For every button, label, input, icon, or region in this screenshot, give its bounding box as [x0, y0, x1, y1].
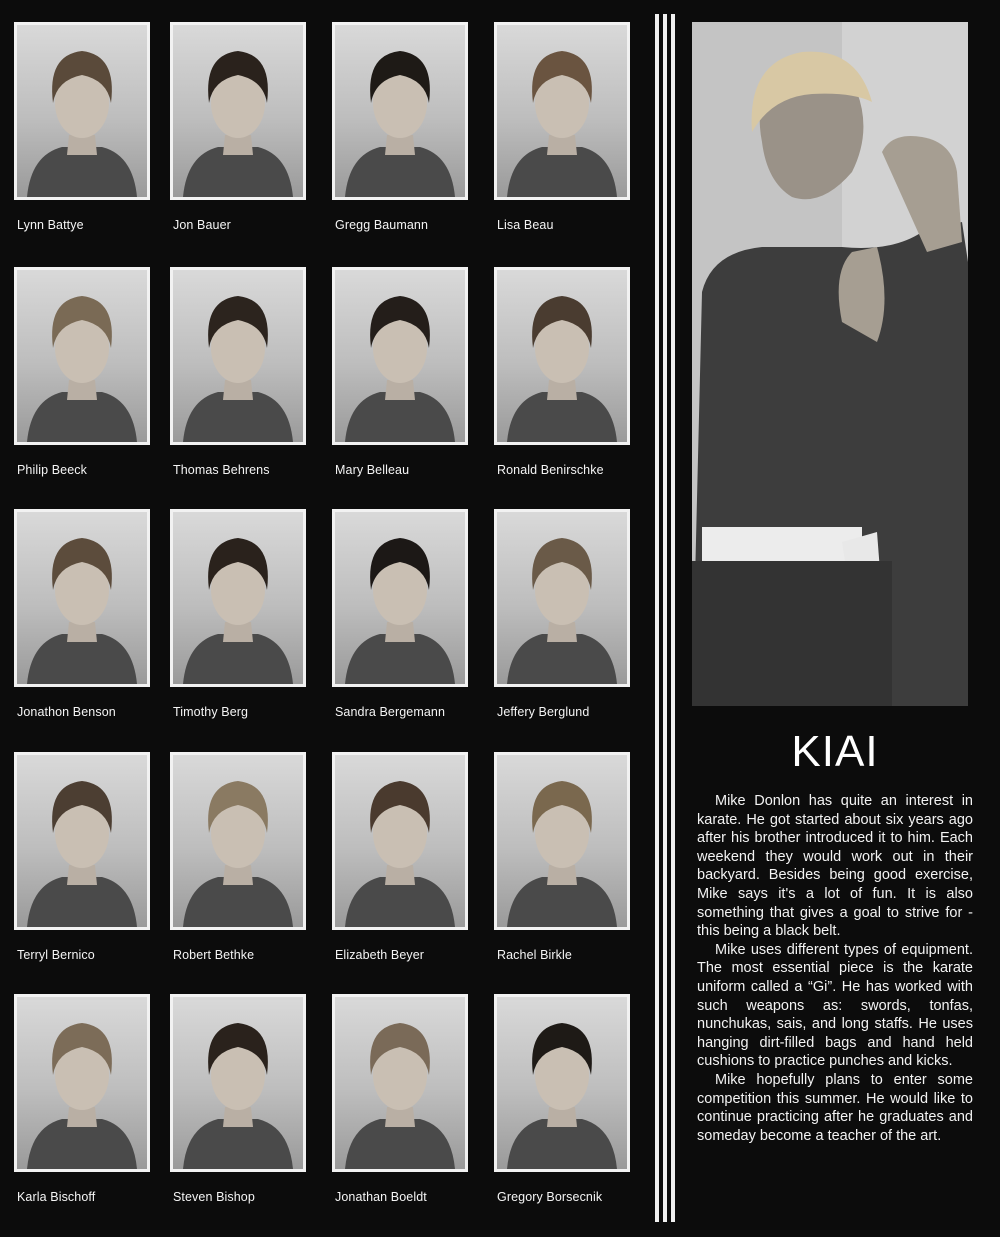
portrait-name: Sandra Bergemann [335, 705, 446, 719]
portrait-name: Terryl Bernico [17, 948, 95, 962]
divider-rules [653, 14, 677, 1222]
portrait-photo [170, 22, 306, 200]
portrait-photo [332, 22, 468, 200]
portrait-silhouette [497, 997, 627, 1169]
portrait-card [494, 994, 636, 1224]
portrait-card [332, 509, 474, 739]
portrait-photo [494, 22, 630, 200]
portrait-card [332, 22, 474, 252]
feature-heading: KIAI [791, 727, 879, 776]
portrait-card [14, 22, 156, 252]
portrait-photo [170, 509, 306, 687]
portrait-photo [14, 994, 150, 1172]
portrait-card [494, 22, 636, 252]
portrait-name: Jonathon Benson [17, 705, 116, 719]
portrait-photo [494, 267, 630, 445]
portrait-silhouette [17, 755, 147, 927]
portrait-photo [332, 267, 468, 445]
portrait-card [170, 22, 312, 252]
karate-figure-illustration [692, 22, 968, 706]
portrait-card [332, 994, 474, 1224]
portrait-silhouette [173, 997, 303, 1169]
portrait-silhouette [335, 512, 465, 684]
portrait-silhouette [173, 270, 303, 442]
portrait-silhouette [497, 512, 627, 684]
portrait-grid [14, 22, 644, 1222]
divider-line [663, 14, 667, 1222]
portrait-silhouette [335, 25, 465, 197]
portrait-silhouette [173, 512, 303, 684]
portrait-name: Elizabeth Beyer [335, 948, 425, 962]
story-paragraph-1: Mike Donlon has quite an interest in karate. He got started about six years ago after his brother introduced it to him. Each weekend they would work out in their backyard. Besides being good exercise, Mike says it's a lot of fun. It is also something that gives a goal to strive for - this being a black belt. [697, 793, 973, 940]
portrait-name: Karla Bischoff [17, 1190, 96, 1204]
portrait-name: Steven Bishop [173, 1190, 255, 1204]
portrait-card [14, 994, 156, 1224]
portrait-card [170, 267, 312, 497]
feature-story [697, 792, 973, 1145]
portrait-photo [170, 267, 306, 445]
portrait-name: Gregory Borsecnik [497, 1190, 603, 1204]
portrait-name: Philip Beeck [17, 463, 87, 477]
portrait-photo [170, 994, 306, 1172]
portrait-card [332, 267, 474, 497]
portrait-photo [332, 752, 468, 930]
portrait-name: Mary Belleau [335, 463, 410, 477]
portrait-card [170, 994, 312, 1224]
portrait-name: Jeffery Berglund [497, 705, 590, 719]
story-paragraph-3: Mike hopefully plans to enter some competition this summer. He would like to continue practicing after he graduates and someday become a teacher of the art. [697, 1071, 973, 1144]
portrait-card [14, 267, 156, 497]
story-paragraph-2: Mike uses different types of equipment. The most essential piece is the karate uniform called a “Gi”. He has worked with such weapons as: swords, tonfas, nunchukas, sais, and long staffs. He uses hanging dirt-filled bags and hand held cushions to practice punches and kicks. [697, 941, 973, 1070]
portrait-silhouette [17, 997, 147, 1169]
portrait-silhouette [335, 270, 465, 442]
portrait-silhouette [17, 25, 147, 197]
portrait-card [332, 752, 474, 982]
portrait-card [14, 752, 156, 982]
divider-line [671, 14, 675, 1222]
portrait-name: Lynn Battye [17, 218, 84, 232]
portrait-name: Rachel Birkle [497, 948, 572, 962]
portrait-name: Ronald Benirschke [497, 463, 604, 477]
portrait-card [494, 509, 636, 739]
portrait-photo [494, 994, 630, 1172]
portrait-name: Robert Bethke [173, 948, 255, 962]
portrait-silhouette [497, 270, 627, 442]
portrait-name: Timothy Berg [173, 705, 249, 719]
portrait-photo [14, 752, 150, 930]
portrait-card [494, 752, 636, 982]
portrait-photo [14, 509, 150, 687]
portrait-card [14, 509, 156, 739]
portrait-silhouette [497, 25, 627, 197]
portrait-silhouette [335, 997, 465, 1169]
portrait-photo [332, 994, 468, 1172]
portrait-photo [170, 752, 306, 930]
portrait-photo [494, 752, 630, 930]
portrait-silhouette [173, 25, 303, 197]
portrait-card [170, 752, 312, 982]
portrait-card [494, 267, 636, 497]
portrait-silhouette [17, 270, 147, 442]
portrait-silhouette [173, 755, 303, 927]
portrait-card [170, 509, 312, 739]
karate-feature-photo [692, 22, 968, 706]
portrait-photo [332, 509, 468, 687]
portrait-photo [14, 267, 150, 445]
portrait-silhouette [17, 512, 147, 684]
portrait-photo [14, 22, 150, 200]
portrait-photo [494, 509, 630, 687]
portrait-name: Gregg Baumann [335, 218, 429, 232]
portrait-name: Thomas Behrens [173, 463, 270, 477]
portrait-silhouette [335, 755, 465, 927]
portrait-name: Jonathan Boeldt [335, 1190, 427, 1204]
portrait-silhouette [497, 755, 627, 927]
divider-line [655, 14, 659, 1222]
portrait-name: Jon Bauer [173, 218, 231, 232]
portrait-name: Lisa Beau [497, 218, 554, 232]
